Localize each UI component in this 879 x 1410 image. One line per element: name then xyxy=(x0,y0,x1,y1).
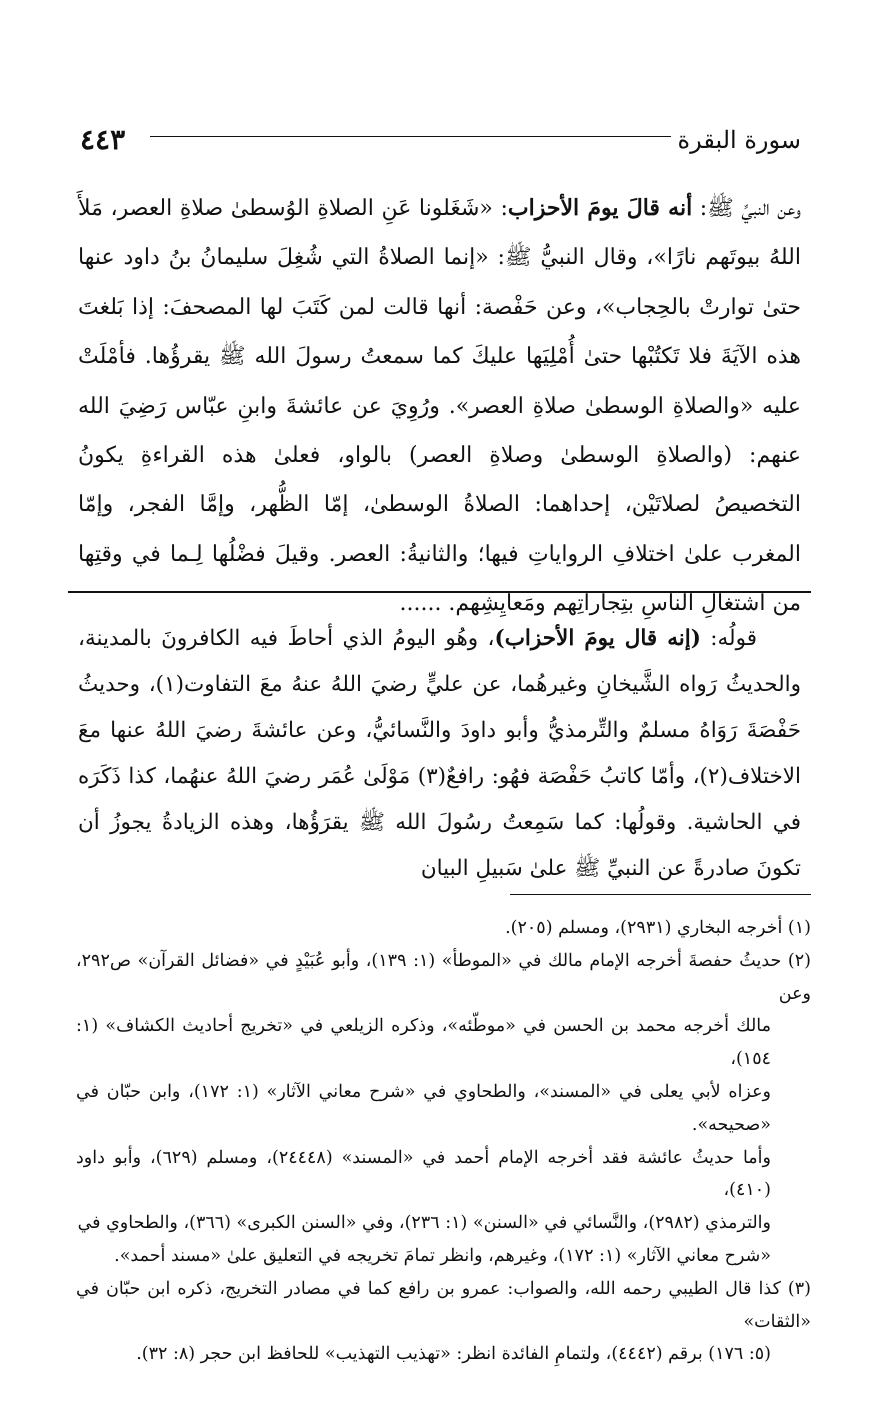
footnote-2 xyxy=(76,945,811,1273)
surah-title: سورة البقرة xyxy=(677,126,801,154)
commentary xyxy=(78,616,801,892)
footnote-line: والترمذي (٢٩٨٢)، والنَّسائي في «السنن» (١: ٢٣٦)، وفي «السنن الكبرى» (٣٦٦)، والطحاوي في xyxy=(77,1213,771,1234)
footnotes xyxy=(76,912,811,1371)
commentary-paragraph xyxy=(78,616,801,892)
commentary-bold-phrase: (إنه قال يومَ الأحزاب) xyxy=(494,626,701,651)
main-text xyxy=(78,184,801,629)
footnote-line: (٣) كذا قال الطيبي رحمه الله، والصواب: عمرو بن رافع كما في مصادر التخريج، ذكره ابن حبّان في «الثقات» xyxy=(76,1278,811,1332)
footnote-3 xyxy=(76,1273,811,1371)
commentary-lead: قولُه: xyxy=(700,626,757,651)
main-paragraph xyxy=(78,184,801,629)
main-intro: وعن النبيِّ ﷺ: xyxy=(692,196,801,221)
footnote-1 xyxy=(76,912,811,945)
footnote-line: (١) أخرجه البخاري (٢٩٣١)، ومسلم (٢٠٥). xyxy=(505,918,811,938)
section-divider xyxy=(68,591,811,593)
footnote-line: مالك أخرجه محمد بن الحسن في «موطّئه»، وذكره الزيلعي في «تخريج أحاديث الكشاف» (١: ١٥٤)، xyxy=(76,1016,771,1070)
footnote-divider xyxy=(510,894,811,895)
page-header xyxy=(80,122,801,158)
page-number: ٤٤٣ xyxy=(80,123,126,156)
main-bold-phrase: أنه قالَ يومَ الأحزاب xyxy=(507,195,693,221)
footnote-line: «شرح معاني الآثار» (١: ١٧٢)، وغيرهم، وانظر تمامَ تخريجه في التعليق علىٰ «مسند أحمد». xyxy=(114,1245,771,1266)
footnote-line: وأما حديثُ عائشة فقد أخرجه الإمام أحمد في «المسند» (٢٤٤٤٨)، ومسلم (٦٢٩)، وأبو داود (٤١٠)، xyxy=(76,1147,771,1201)
main-body: : «شَغَلونا عَنِ الصلاةِ الوُسطىٰ صلاةِ العصر، مَلأَ اللهُ بيوتَهم نارًا»، وقال النبيُّ ﷺ: «إنما الصلاةُ التي شُغِلَ سليمانُ بنُ داود عنها حتىٰ توارتْ بالحِجاب»، وعن حَفْصة: أنها قالت لمن كَتَبَ لها المصحفَ: إذا بَلغتَ هذه الآيَةَ فلا تَكتُبْها حتىٰ أُمْلِيَها عليكَ كما سمعتُ رسولَ الله ﷺ يقرؤُها. فأمْلَتْ عليه «والصلاةِ الوسطىٰ صلاةِ العصر». ورُوِيَ عن عائشةَ وابنِ عبّاس رَضِيَ الله عنهم: (والصلاةِ الوسطىٰ وصلاةِ العصر) بالواو، فعلىٰ هذه القراءةِ يكونُ التخصيصُ لصلاتَيْن، إحداهما: الصلاةُ الوسطىٰ، إمّا الظُّهر، وإمَّا الفجر، وإمّا المغرب علىٰ اختلافِ الرواياتِ فيها؛ والثانيةُ: العصر. وقيلَ فضْلُها لِـما في وقتِها من اشتغالِ الناسِ بتِجاراتِهم ومَعايِشِهم. ...... xyxy=(78,196,801,617)
header-rule xyxy=(150,136,671,137)
commentary-body: ، وهُو اليومُ الذي أحاطَ فيه الكافرونَ بالمدينة، والحديثُ رَواه الشَّيخانِ وغيرهُما، عن عليٍّ رضيَ اللهُ عنهُ معَ التفاوت(١)، وحديثُ حَفْصَةَ رَوَاهُ مسلمٌ والتِّرمذيُّ وأبو داودَ والنَّسائيُّ، وعن عائشةَ رضيَ اللهُ عنها معَ الاختلاف(٢)، وأمّا كاتبُ حَفْصَة فهُو: رافعٌ(٣) مَوْلَىٰ عُمَر رضيَ اللهُ عنهُما، كذا ذَكَرَه في الحاشية. وقولُها: كما سَمِعتُ رسُولَ الله ﷺ يقرَؤُها، وهذه الزيادةُ يجوزُ أن تكونَ صادرةً عن النبيِّ ﷺ علىٰ سَبيلِ البيان xyxy=(78,626,802,881)
footnote-line: (٢) حديثُ حفصةَ أخرجه الإمام مالك في «الموطأ» (١: ١٣٩)، وأبو عُبَيْدٍ في «فضائل القرآن» ص٢٩٢، وعن xyxy=(76,950,811,1004)
footnote-line: وعزاه لأبي يعلى في «المسند»، والطحاوي في «شرح معاني الآثار» (١: ١٧٢)، وابن حبّان في «صحيحه». xyxy=(76,1081,771,1135)
footnote-line: (٥: ١٧٦) برقم (٤٤٤٢)، ولتمامِ الفائدة انظر: «تهذيب التهذيب» للحافظ ابن حجر (٨: ٣٢). xyxy=(136,1344,771,1365)
